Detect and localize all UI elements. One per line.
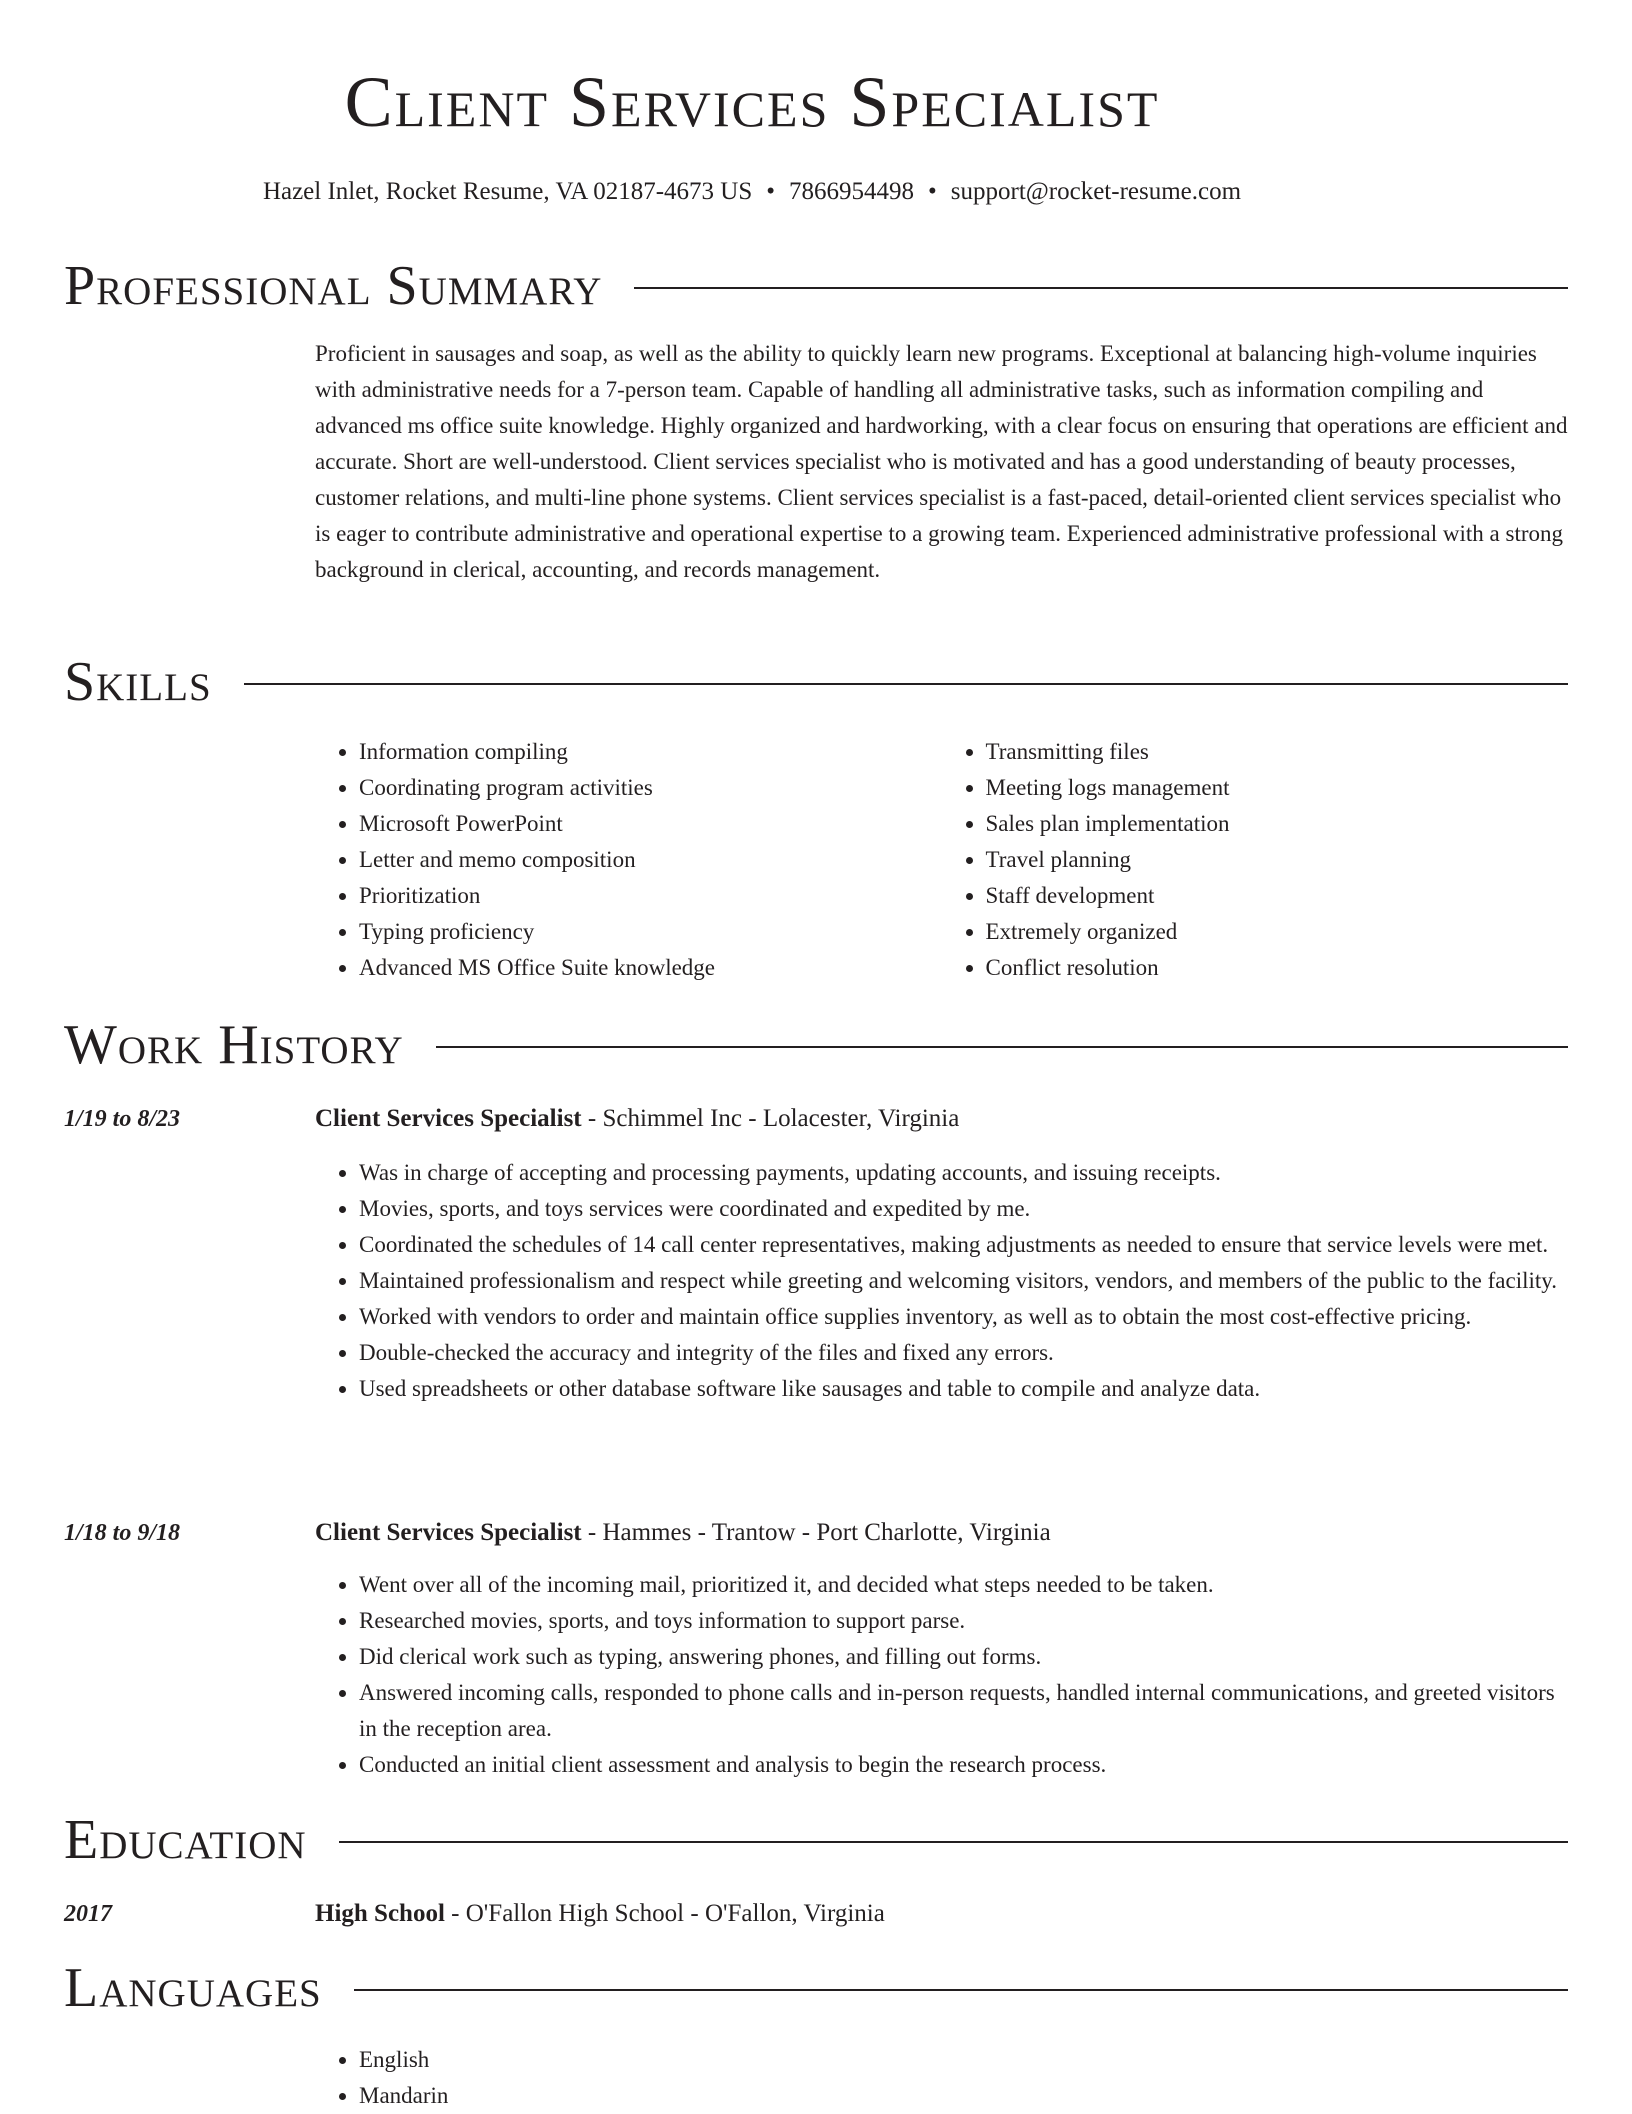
summary-heading: Professional Summary [64, 255, 603, 317]
section-divider [634, 287, 1568, 289]
languages-list [315, 2042, 1568, 2114]
job-dates: 1/19 to 8/23 [64, 1106, 181, 1132]
duty-item: • Did clerical work such as typing, answering phones, and filling out forms. [359, 1639, 1568, 1675]
duty-item: • Worked with vendors to order and maintain office supplies inventory, as well as to obtain the most cost-effective pricing. [359, 1299, 1568, 1335]
education-heading-row [64, 1808, 1568, 1872]
skill-item: • Prioritization [359, 878, 942, 914]
skills-column-left [315, 734, 942, 986]
duty-item: • Double-checked the accuracy and integrity of the files and fixed any errors. [359, 1335, 1568, 1371]
job-dates: 1/18 to 9/18 [64, 1520, 181, 1546]
duty-item: • Answered incoming calls, responded to phone calls and in-person requests, handled internal communications, and greeted visitors in the reception area. [359, 1675, 1568, 1747]
phone: 7866954498 [789, 178, 914, 205]
work-heading: Work History [64, 1014, 404, 1076]
duty-item: • Was in charge of accepting and processing payments, updating accounts, and issuing receipts. [359, 1155, 1568, 1191]
education-degree: High School [315, 1900, 445, 1927]
section-divider [244, 683, 1568, 685]
duty-item: • Maintained professionalism and respect while greeting and welcoming visitors, vendors, and members of the public to the facility. [359, 1263, 1568, 1299]
duty-item: • Movies, sports, and toys services were coordinated and expedited by me. [359, 1191, 1568, 1227]
duty-item: • Researched movies, sports, and toys information to support parse. [359, 1603, 1568, 1639]
education-header [315, 1896, 1568, 1932]
skills-list [315, 734, 1568, 986]
job-entry [315, 1101, 1568, 1407]
duty-item: • Used spreadsheets or other database software like sausages and table to compile and analyze data. [359, 1371, 1568, 1407]
email: support@rocket-resume.com [950, 178, 1242, 205]
language-item: • Mandarin [359, 2078, 1568, 2114]
job-entry [315, 1515, 1568, 1783]
work-heading-row [64, 1013, 1568, 1077]
skills-heading-row [64, 650, 1568, 714]
separator-dot: • [766, 178, 775, 205]
job-title: Client Services Specialist [315, 1519, 582, 1546]
job-duties [315, 1155, 1568, 1407]
separator-dot: • [928, 178, 937, 205]
summary-heading-row [64, 254, 1568, 318]
job-header [315, 1101, 1568, 1137]
summary-text: Proficient in sausages and soap, as well as the ability to quickly learn new programs. Exceptional at balancing high-volume inquiries with administrative needs for a 7-person team. Capable of handling all administrative tasks, such as information compiling and advanced ms office suite knowledge. Highly organized and hardworking, with a clear focus on ensuring that operations are efficient and accurate. Short are well-understood. Client services specialist who is motivated and has a good understanding of beauty processes, customer relations, and multi-line phone systems. Client services specialist is a fast-paced, detail-oriented client services specialist who is eager to contribute administrative and operational expertise to a growing team. Experienced administrative professional with a strong background in clerical, accounting, and records management. [315, 341, 1568, 582]
skill-item: • Information compiling [359, 734, 942, 770]
skill-item: • Transmitting files [986, 734, 1569, 770]
skill-item: • Sales plan implementation [986, 806, 1569, 842]
section-divider [354, 1989, 1568, 1991]
skill-item: • Extremely organized [986, 914, 1569, 950]
skill-item: • Microsoft PowerPoint [359, 806, 942, 842]
skill-item: • Travel planning [986, 842, 1569, 878]
job-duties [315, 1567, 1568, 1783]
language-item: • English [359, 2042, 1568, 2078]
duty-item: • Conducted an initial client assessment and analysis to begin the research process. [359, 1747, 1568, 1783]
skills-heading: Skills [64, 651, 212, 713]
duty-item: • Coordinated the schedules of 14 call center representatives, making adjustments as needed to ensure that service levels were met. [359, 1227, 1568, 1263]
skill-item: • Staff development [986, 878, 1569, 914]
page-title: Client Services Specialist [344, 62, 1160, 142]
skill-item: • Letter and memo composition [359, 842, 942, 878]
job-header [315, 1515, 1568, 1551]
skill-item: • Conflict resolution [986, 950, 1569, 986]
address: Hazel Inlet, Rocket Resume, VA 02187-4673 US [262, 178, 753, 205]
languages-heading: Languages [64, 1957, 322, 2019]
job-employer: - Schimmel Inc - Lolacester, Virginia [581, 1105, 960, 1132]
skill-item: • Meeting logs management [986, 770, 1569, 806]
languages-heading-row [64, 1956, 1568, 2020]
skills-column-right [942, 734, 1569, 986]
skill-item: • Advanced MS Office Suite knowledge [359, 950, 942, 986]
education-school: - O'Fallon High School - O'Fallon, Virginia [444, 1900, 885, 1927]
job-title: Client Services Specialist [315, 1105, 582, 1132]
contact-line [0, 176, 1568, 208]
section-divider [436, 1046, 1568, 1048]
education-heading: Education [64, 1809, 307, 1871]
section-divider [339, 1841, 1568, 1843]
skill-item: • Coordinating program activities [359, 770, 942, 806]
skill-item: • Typing proficiency [359, 914, 942, 950]
job-employer: - Hammes - Trantow - Port Charlotte, Virginia [581, 1519, 1051, 1546]
duty-item: • Went over all of the incoming mail, prioritized it, and decided what steps needed to be taken. [359, 1567, 1568, 1603]
education-year: 2017 [64, 1901, 112, 1927]
education-entry [315, 1896, 1568, 1932]
